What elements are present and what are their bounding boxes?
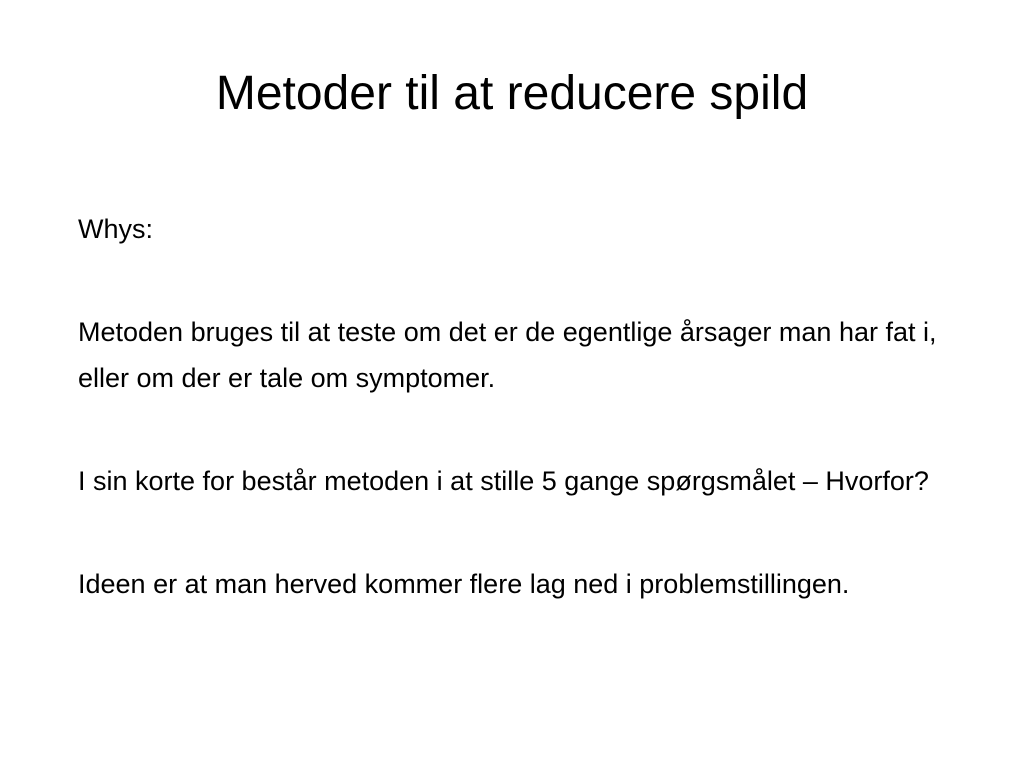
slide-body xyxy=(78,206,978,607)
section-heading: Whys: xyxy=(78,214,154,244)
slide-title: Metoder til at reducere spild xyxy=(215,67,809,120)
body-paragraph-method: I sin korte for består metoden i at stille 5 gange spørgsmålet – Hvorfor? xyxy=(78,466,929,496)
body-paragraph-idea: Ideen er at man herved kommer flere lag ned i problemstillingen. xyxy=(78,569,850,599)
body-paragraph-purpose: Metoden bruges til at teste om det er de egentlige årsager man har fat i, eller om der er tale om symptomer. xyxy=(78,317,937,393)
